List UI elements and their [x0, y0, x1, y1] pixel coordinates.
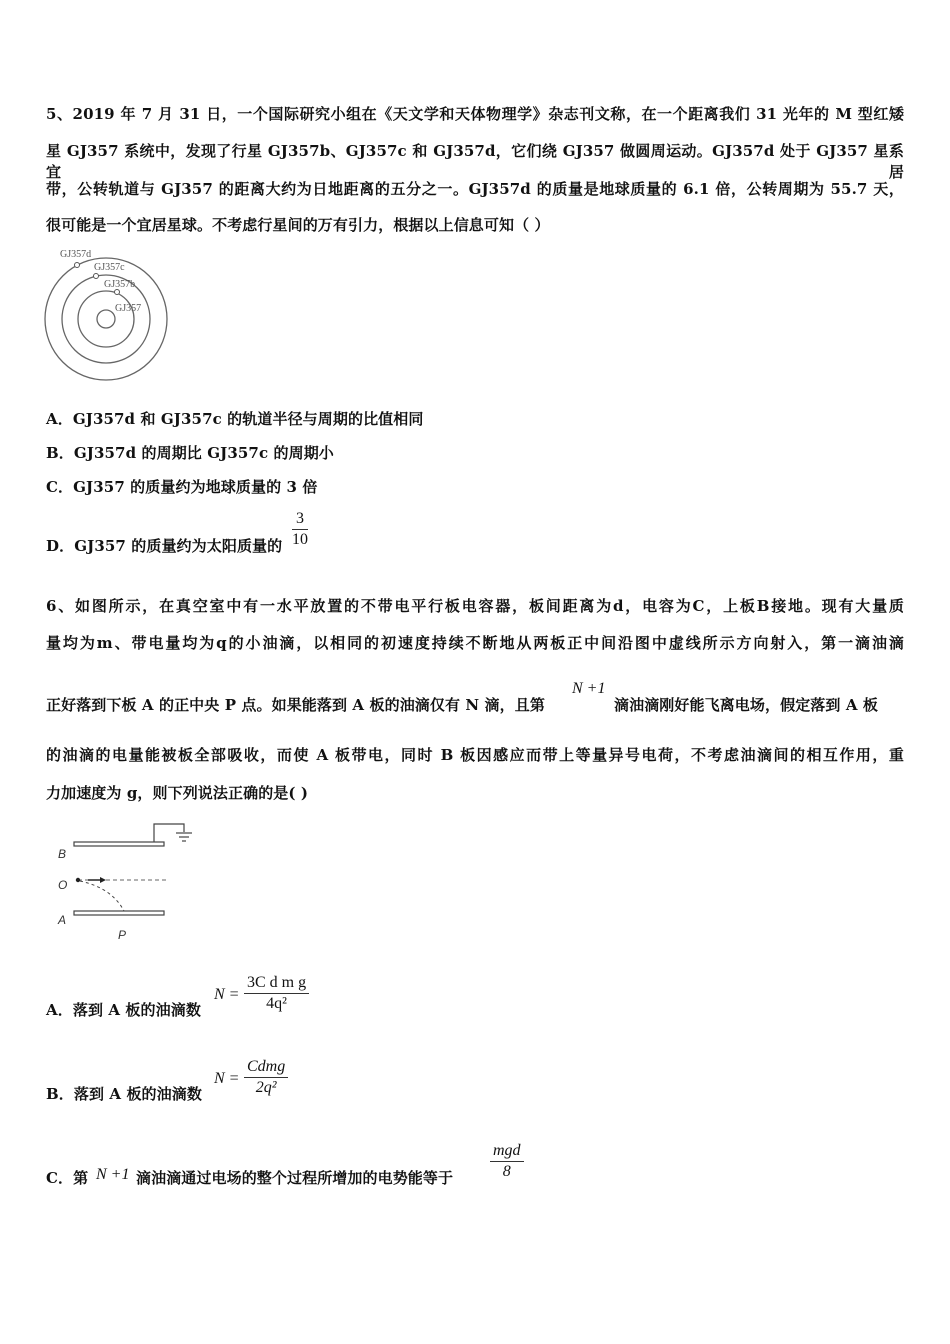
origin-point-o [76, 878, 80, 882]
q5-stem-line-2: 星 GJ357 系统中，发现了行星 GJ357b、GJ357c 和 GJ357d，它们绕 GJ357 做圆周运动。GJ357d 处于 GJ357 星系宜居 [46, 142, 904, 181]
q6-stem-line-2: 量均为m、带电量均为q的小油滴，以相同的初速度持续不断地从两板正中间沿图中虚线所示方向射入，第一滴油滴 [46, 634, 904, 652]
q6-stem-line-5: 力加速度为 g，则下列说法正确的是( ) [46, 784, 309, 802]
q6-option-c-fraction [490, 1142, 524, 1181]
q5-stem-line-1: 5、2019 年 7 月 31 日，一个国际研究小组在《天文学和天体物理学》杂志刊文称，在一个距离我们 31 光年的 M 型红矮 [46, 105, 904, 123]
q6-stem-math-n-plus-1: N +1 [572, 680, 606, 697]
fraction-denominator: 8 [502, 1163, 511, 1180]
orbit-diagram [40, 243, 180, 383]
fraction-denominator: 4q² [266, 995, 287, 1012]
q6-option-a: A．落到 A 板的油滴数 [46, 1001, 201, 1019]
q6-option-c-prefix: C．第 [46, 1169, 89, 1187]
q6-option-c-text: 滴油滴通过电场的整个过程所增加的电势能等于 [136, 1169, 454, 1187]
orbit-gj357d [45, 258, 167, 380]
label-a: A [58, 913, 67, 927]
q5-option-d: D．GJ357 的质量约为太阳质量的 [46, 537, 283, 555]
q6-stem-line-4: 的油滴的电量能被板全部吸收，而使 A 板带电，同时 B 板因感应而带上等量异号电荷，不考虑油滴间的相互作用，重 [46, 746, 904, 764]
label-gj357d: GJ357d [60, 249, 92, 260]
q6-option-b-lhs: N = [214, 1070, 240, 1087]
droplet-trajectory [80, 881, 124, 911]
planet-gj357d [75, 263, 80, 268]
q6-option-a-fraction [244, 974, 309, 1013]
q6-stem-line-3a: 正好落到下板 A 的正中央 P 点。如果能落到 A 板的油滴仅有 N 滴，且第 [46, 696, 545, 714]
fraction-numerator: mgd [490, 1142, 524, 1162]
label-o: O [58, 878, 68, 892]
plate-a [74, 911, 164, 915]
label-gj357b: GJ357b [104, 279, 136, 290]
fraction-numerator: Cdmg [244, 1058, 288, 1078]
label-b: B [58, 847, 67, 861]
label-p: P [118, 928, 127, 942]
fraction-denominator: 10 [292, 531, 308, 548]
plate-b [74, 842, 164, 846]
capacitor-diagram [54, 818, 204, 946]
fraction-numerator: 3 [292, 510, 308, 530]
fraction-denominator: 2q² [255, 1079, 277, 1096]
fraction-numerator: 3C d m g [244, 974, 309, 994]
q5-option-c: C．GJ357 的质量约为地球质量的 3 倍 [46, 478, 318, 496]
q6-option-b-fraction [244, 1058, 288, 1097]
q6-stem-line-3b: 滴油滴刚好能飞离电场，假定落到 A 板 [614, 696, 878, 714]
orbit-gj357b [78, 291, 134, 347]
q6-stem-line-1: 6、如图所示，在真空室中有一水平放置的不带电平行板电容器，板间距离为d，电容为C，上板B接地。现有大量质 [46, 597, 904, 615]
q5-option-d-fraction [292, 510, 308, 549]
label-gj357c: GJ357c [94, 262, 125, 273]
q5-option-a: A．GJ357d 和 GJ357c 的轨道半径与周期的比值相同 [46, 410, 424, 428]
planet-gj357c [94, 274, 99, 279]
q6-option-a-lhs: N = [214, 986, 240, 1003]
label-gj357: GJ357 [115, 303, 142, 314]
q5-option-b: B．GJ357d 的周期比 GJ357c 的周期小 [46, 444, 334, 462]
q6-option-b: B．落到 A 板的油滴数 [46, 1085, 202, 1103]
q5-stem-line-4: 很可能是一个宜居星球。不考虑行星间的万有引力，根据以上信息可知（ ） [46, 216, 550, 234]
planet-gj357b [115, 290, 120, 295]
q6-option-c-math: N +1 [96, 1166, 130, 1183]
q5-stem-line-3: 带，公转轨道与 GJ357 的距离大约为日地距离的五分之一。GJ357d 的质量是地球质量的 6.1 倍，公转周期为 55.7 天， [46, 180, 904, 198]
star-gj357 [97, 310, 115, 328]
